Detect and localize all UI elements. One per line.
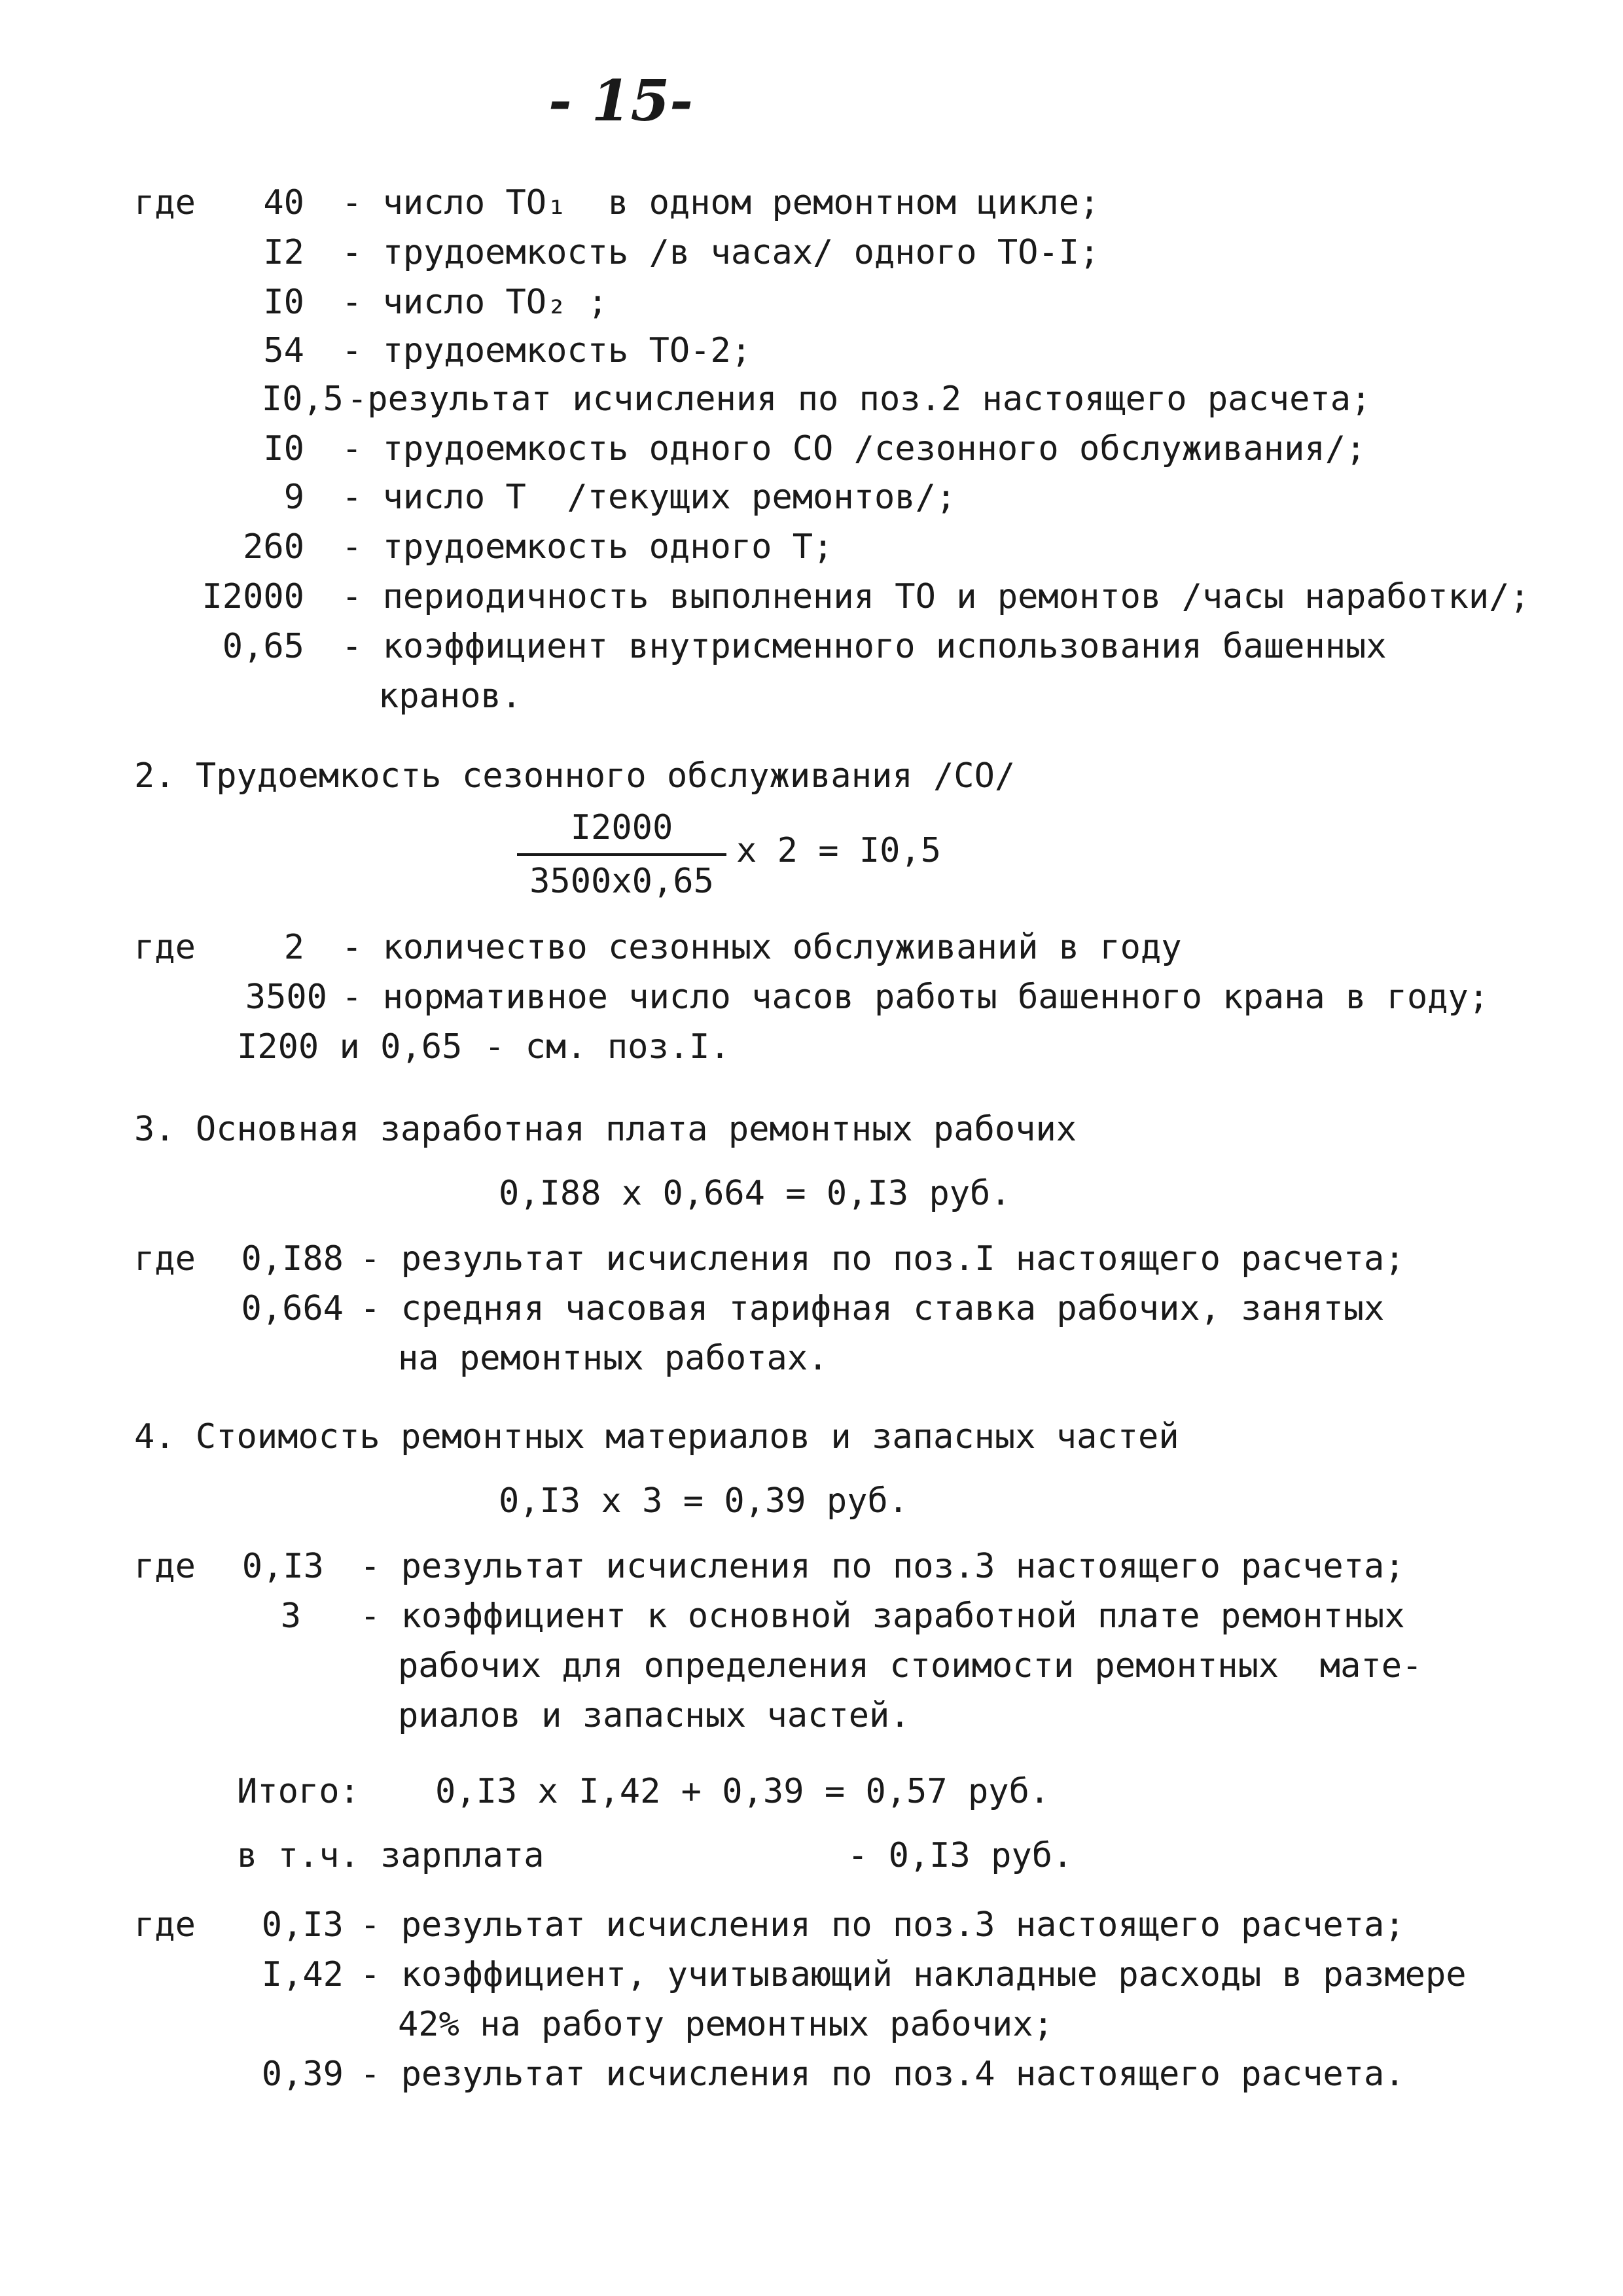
- definition-text: - трудоемкость /в часах/ одного ТО-I;: [342, 233, 1100, 272]
- definition-number: 2: [283, 928, 304, 967]
- definition-number: 40: [263, 183, 304, 222]
- definition-continuation: рабочих для определения стоимости ремонтных мате-: [398, 1646, 1423, 1686]
- definition-number: I0: [263, 283, 304, 322]
- where-label-2: где: [134, 928, 196, 967]
- definition-number: I0,5: [261, 380, 344, 419]
- definition-text: - число Т /текущих ремонтов/;: [342, 478, 957, 517]
- fraction: [517, 805, 726, 904]
- definition-number: 0,I88: [241, 1239, 344, 1279]
- definition-text: - результат исчисления по поз.3 настоящего расчета;: [360, 1547, 1405, 1586]
- definition-text: - коэффициент, учитывающий накладные расходы в размере: [360, 1955, 1467, 1994]
- definition-number: 3500: [245, 978, 327, 1017]
- definition-text: - средняя часовая тарифная ставка рабочих, занятых: [360, 1289, 1385, 1328]
- where-label-1: где: [134, 183, 196, 222]
- section-heading-2: 2. Трудоемкость сезонного обслуживания /СО/: [134, 756, 1016, 796]
- definition-text: - см. поз.I.: [484, 1027, 730, 1067]
- definition-number: I2000: [202, 577, 304, 616]
- wage-value: - 0,I3 руб.: [847, 1836, 1073, 1875]
- definition-continuation: 42% на работу ремонтных рабочих;: [398, 2005, 1054, 2044]
- definition-continuation: на ремонтных работах.: [398, 1339, 829, 1378]
- definition-text: - количество сезонных обслуживаний в году: [342, 928, 1182, 967]
- definition-number: 3: [280, 1597, 301, 1636]
- definition-text: - число ТО₂ ;: [342, 283, 608, 322]
- definition-text: - трудоемкость одного СО /сезонного обслуживания/;: [342, 429, 1366, 468]
- fraction-numerator: I2000: [517, 805, 726, 856]
- definition-number: 9: [283, 478, 304, 517]
- definition-continuation: риалов и запасных частей.: [398, 1696, 910, 1735]
- definition-number: I,42: [261, 1955, 344, 1994]
- definition-number: 0,65: [222, 627, 304, 666]
- definition-text: - нормативное число часов работы башенного крана в году;: [342, 978, 1489, 1017]
- definition-number: 0,664: [241, 1289, 344, 1328]
- definition-continuation: кранов.: [378, 677, 522, 716]
- definition-text: - коэффициент к основной заработной плате ремонтных: [360, 1597, 1405, 1636]
- page-number: - 15-: [548, 68, 694, 134]
- definition-text: - число ТО₁ в одном ремонтном цикле;: [342, 183, 1100, 222]
- definition-text: - результат исчисления по поз.4 настоящего расчета.: [360, 2055, 1405, 2094]
- definition-text: - результат исчисления по поз.I настоящего расчета;: [360, 1239, 1405, 1279]
- definition-text: - коэффициент внутрисменного использования башенных: [342, 627, 1387, 666]
- definition-number: 54: [263, 331, 304, 370]
- definition-number: I0: [263, 429, 304, 468]
- wage-label: в т.ч. зарплата: [237, 1836, 544, 1875]
- definition-text: - периодичность выполнения ТО и ремонтов /часы наработки/;: [342, 577, 1530, 616]
- definition-number: I2: [263, 233, 304, 272]
- definition-text: - результат исчисления по поз.3 настоящего расчета;: [360, 1905, 1405, 1945]
- fraction-denominator: 3500х0,65: [529, 862, 714, 901]
- section-heading-3: 3. Основная заработная плата ремонтных рабочих: [134, 1110, 1077, 1149]
- where-label-4: где: [134, 1547, 196, 1586]
- definition-text: - трудоемкость ТО-2;: [342, 331, 752, 370]
- definition-number: I200 и 0,65: [237, 1027, 463, 1067]
- definition-text: - трудоемкость одного Т;: [342, 527, 834, 567]
- definition-text: -результат исчисления по поз.2 настоящего расчета;: [347, 380, 1372, 419]
- definition-number: 0,I3: [261, 1905, 344, 1945]
- where-label-5: где: [134, 1905, 196, 1945]
- where-label-3: где: [134, 1239, 196, 1279]
- formula-rest: х 2 = I0,5: [736, 831, 942, 870]
- total-formula: 0,I3 х I,42 + 0,39 = 0,57 руб.: [435, 1772, 1050, 1811]
- definition-number: 260: [243, 527, 304, 567]
- definition-number: 0,I3: [241, 1547, 324, 1586]
- formula-3: 0,I88 х 0,664 = 0,I3 руб.: [499, 1174, 1011, 1213]
- formula-4: 0,I3 х 3 = 0,39 руб.: [499, 1481, 909, 1521]
- definition-number: 0,39: [261, 2055, 344, 2094]
- section-heading-4: 4. Стоимость ремонтных материалов и запасных частей: [134, 1417, 1179, 1457]
- total-label: Итого:: [237, 1772, 360, 1811]
